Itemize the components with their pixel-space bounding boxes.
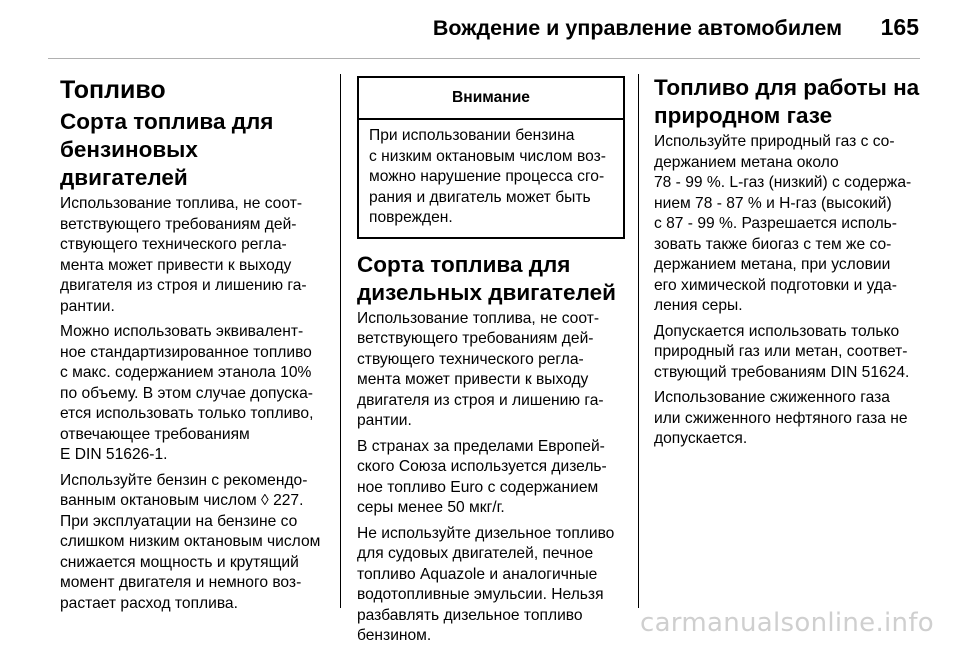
paragraph: Не используйте дизельное топливо для судовых двигателей, печное топливо Aquazole и аналогичные водотопливные эмульсии. Нельзя разбавлять дизельное топливо бензином. <box>357 524 615 644</box>
warning-box <box>357 76 625 239</box>
paragraph: Используйте природный газ с со- держанием метана около 78 - 99 %. L-газ (низкий) с содержа- нием 78 - 87 % и H-газ (высокий) с 87 - 99 %. Разрешается исполь- зовать также биогаз с тем же со- держанием метана, при условии его химической подготовки и уда- ления серы. <box>654 133 912 314</box>
paragraph: Использование топлива, не соот- ветствующего требованиям дей- ствующего технического регла- мента может привести к выходу двигателя из строя и лишению га- рантии. <box>60 195 307 315</box>
page-number: 165 <box>880 14 919 40</box>
paragraph: Допускается использовать только природный газ или метан, соответ- ствующий требованиям DIN 51624. <box>654 322 910 381</box>
watermark: carmanualsonline.info <box>639 608 934 638</box>
column-divider-1 <box>340 74 341 608</box>
subheading-diesel-fuel: Сорта топлива для дизельных двигателей <box>357 251 616 305</box>
warning-text: При использовании бензина с низким октановым числом воз- можно нарушение процесса сго- рания и двигатель может быть поврежден. <box>369 127 606 226</box>
section-heading-fuel: Топливо <box>60 76 166 104</box>
paragraph: В странах за пределами Европей- ского Союза используется дизель- ное топливо Euro с содержанием серы менее 50 мкг/г. <box>357 437 607 516</box>
column-middle <box>357 74 627 652</box>
header-rule <box>48 58 920 59</box>
subheading-petrol-fuel: Сорта топлива для бензиновых двигателей <box>60 109 274 190</box>
column-right <box>654 74 926 455</box>
paragraph: Использование топлива, не соот- ветствующего требованиям дей- ствующего технического регла- мента может привести к выходу двигателя из строя и лишению га- рантии. <box>357 309 604 429</box>
paragraph: Можно использовать эквивалент- ное стандартизированное топливо с макс. содержанием этанола 10% по объему. В этом случае допуска- ется использовать только топливо, отвечающее требованиям E DIN 51626-1. <box>60 323 314 463</box>
paragraph: Использование сжиженного газа или сжиженного нефтяного газа не допускается. <box>654 389 908 447</box>
header-title: Вождение и управление автомобилем <box>432 16 842 40</box>
column-divider-2 <box>638 74 639 608</box>
paragraph: Используйте бензин с рекомендо- ванным октановым числом ◊ 227. При эксплуатации на бензине со слишком низким октановым числом снижается мощность и крутящий момент двигателя и немного воз- растает расход топлива. <box>60 471 321 612</box>
page-header <box>0 0 960 62</box>
column-left <box>60 74 330 619</box>
subheading-natural-gas: Топливо для работы на природном газе <box>654 75 920 128</box>
warning-title: Внимание <box>359 78 623 120</box>
